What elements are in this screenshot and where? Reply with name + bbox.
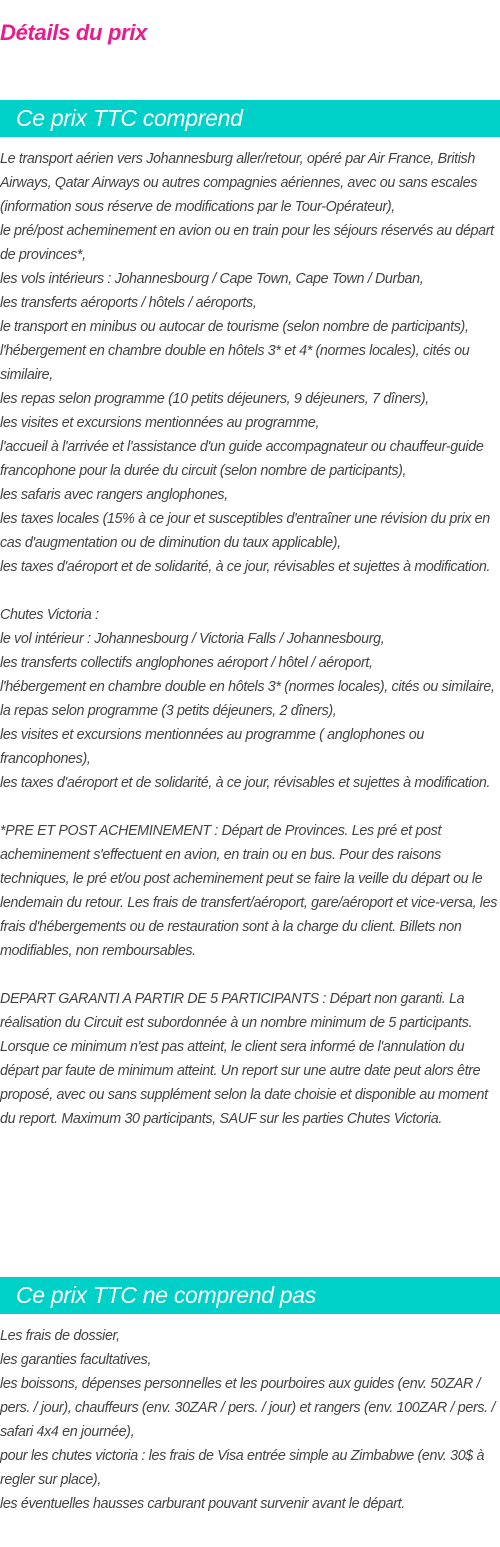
excluded-item: Les frais de dossier,: [0, 1328, 120, 1344]
victoria-item: les transferts collectifs anglophones aéroport / hôtel / aéroport,: [0, 655, 373, 671]
included-item: les vols intérieurs : Johannesbourg / Cape Town, Cape Town / Durban,: [0, 271, 424, 287]
included-item: les taxes locales (15% à ce jour et susceptibles d'entraîner une révision du prix en cas d'augmentation ou de diminution du taux applicable),: [0, 511, 490, 551]
included-item: Le transport aérien vers Johannesburg aller/retour, opéré par Air France, British Airways, Qatar Airways ou autres compagnies aériennes, avec ou sans escales (information sous réserve de modifications par le Tour-Opérateur),: [0, 151, 478, 215]
victoria-item: les taxes d'aéroport et de solidarité, à ce jour, révisables et sujettes à modification.: [0, 775, 491, 791]
included-item: les safaris avec rangers anglophones,: [0, 487, 228, 503]
included-item: les transferts aéroports / hôtels / aéroports,: [0, 295, 257, 311]
excluded-section-body: [0, 1324, 500, 1516]
included-section-header: [0, 100, 500, 137]
included-item: l'accueil à l'arrivée et l'assistance d'un guide accompagnateur ou chauffeur-guide francophone pour la durée du circuit (selon nombre de participants),: [0, 439, 484, 479]
included-heading: Ce prix TTC comprend: [16, 105, 243, 131]
victoria-item: l'hébergement en chambre double en hôtels 3* (normes locales), cités ou similaire,: [0, 679, 495, 695]
victoria-item: le vol intérieur : Johannesbourg / Victoria Falls / Johannesbourg,: [0, 631, 385, 647]
victoria-heading: Chutes Victoria :: [0, 607, 99, 623]
excluded-item: les garanties facultatives,: [0, 1352, 152, 1368]
excluded-item: les boissons, dépenses personnelles et les pourboires aux guides (env. 50ZAR / pers. / jour), chauffeurs (env. 30ZAR / pers. / jour) et rangers (env. 100ZAR / pers. / safari 4x4 en journée),: [0, 1376, 496, 1440]
excluded-item: pour les chutes victoria : les frais de Visa entrée simple au Zimbabwe (env. 30$ à regler sur place),: [0, 1448, 485, 1488]
included-item: le transport en minibus ou autocar de tourisme (selon nombre de participants),: [0, 319, 469, 335]
victoria-item: les visites et excursions mentionnées au programme ( anglophones ou francophones),: [0, 727, 424, 767]
victoria-item: la repas selon programme (3 petits déjeuners, 2 dîners),: [0, 703, 337, 719]
excluded-section-header: [0, 1277, 500, 1314]
pre-post-note: *PRE ET POST ACHEMINEMENT : Départ de Provinces. Les pré et post acheminement s'effectuent en avion, en train ou en bus. Pour des raisons techniques, le pré et/ou post acheminement peut se faire la veille du départ ou le lendemain du retour. Les frais de transfert/aéroport, gare/aéroport et vice-versa, les frais d'hébergements ou de restauration sont à la charge du client. Billets non modifiables, non remboursables.: [0, 823, 498, 959]
included-section-body: [0, 147, 500, 1131]
guarantee-note: DEPART GARANTI A PARTIR DE 5 PARTICIPANTS : Départ non garanti. La réalisation du Circuit est subordonnée à un nombre minimum de 5 participants. Lorsque ce minimum n'est pas atteint, le client sera informé de l'annulation du départ par faute de minimum atteint. Un report sur une autre date peut alors être proposé, avec ou sans supplément selon la date choisie et disponible au moment du report. Maximum 30 participants, SAUF sur les parties Chutes Victoria.: [0, 991, 488, 1127]
included-item: les repas selon programme (10 petits déjeuners, 9 déjeuners, 7 dîners),: [0, 391, 429, 407]
included-item: les visites et excursions mentionnées au programme,: [0, 415, 320, 431]
page-title: Détails du prix: [0, 20, 148, 45]
excluded-item: les éventuelles hausses carburant pouvant survenir avant le départ.: [0, 1496, 405, 1512]
included-item: les taxes d'aéroport et de solidarité, à ce jour, révisables et sujettes à modification.: [0, 559, 491, 575]
included-item: l'hébergement en chambre double en hôtels 3* et 4* (normes locales), cités ou similaire,: [0, 343, 470, 383]
excluded-heading: Ce prix TTC ne comprend pas: [16, 1282, 316, 1308]
included-item: le pré/post acheminement en avion ou en train pour les séjours réservés au départ de provinces*,: [0, 223, 494, 263]
